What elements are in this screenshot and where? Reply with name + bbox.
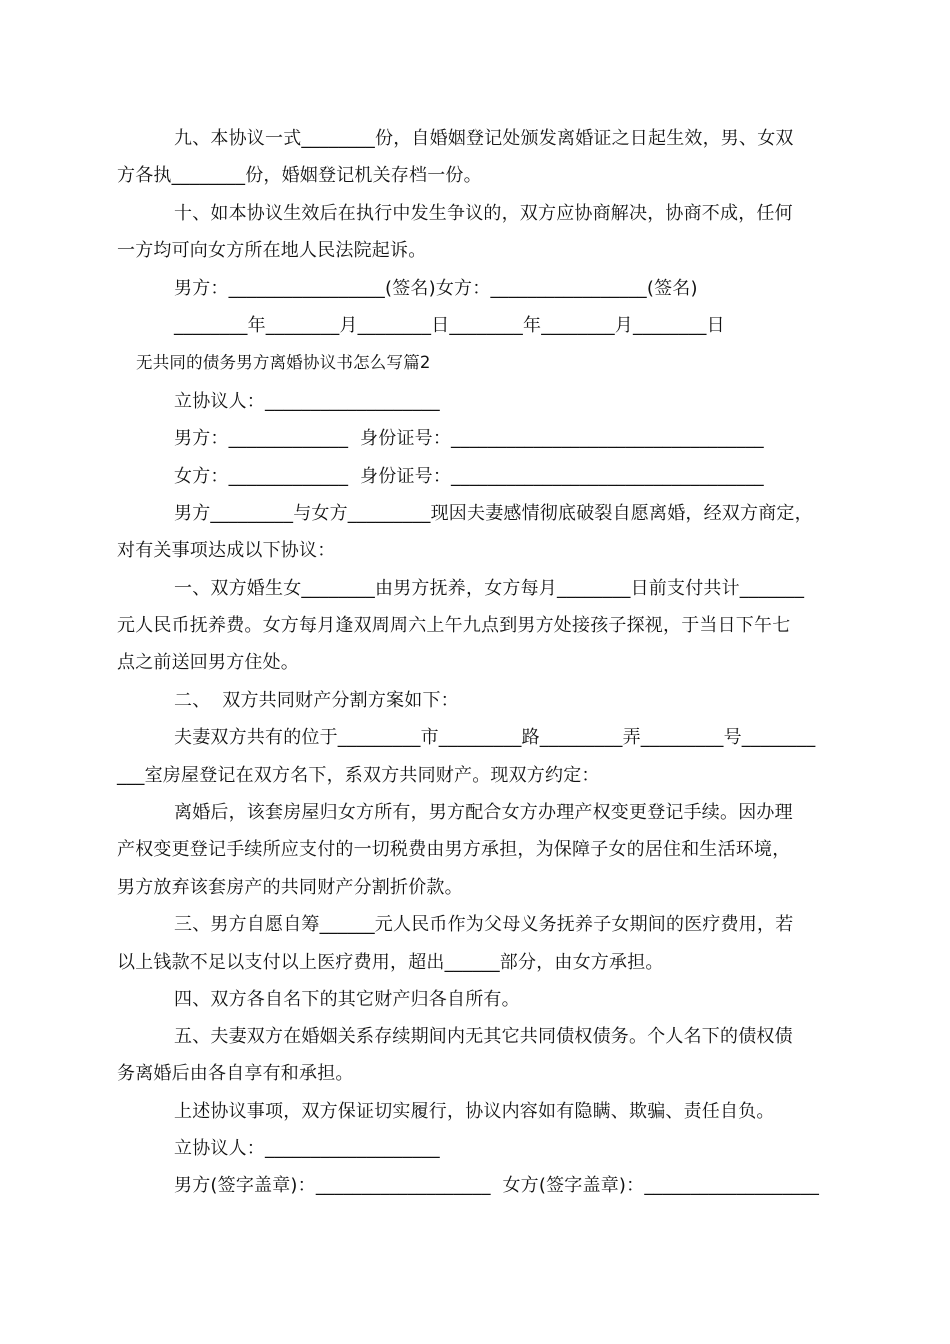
clause-1: 一、双方婚生女________由男方抚养，女方每月________日前支付共计_______: [174, 578, 805, 599]
clause-3-continued: 以上钱款不足以支付以上医疗费用，超出______部分，由女方承担。: [117, 952, 664, 973]
paragraph-clause-10: 十、如本协议生效后在执行中发生争议的，双方应协商解决，协商不成，任何: [174, 203, 793, 224]
preamble-paragraph: 男方_________与女方_________现因夫妻感情彻底破裂自愿离婚，经双方商定，: [174, 503, 813, 524]
section-title: 无共同的债务男方离婚协议书怎么写篇2: [136, 353, 431, 372]
paragraph-clause-10-continued: 一方均可向女方所在地人民法院起诉。: [117, 240, 427, 261]
paragraph-clause-9-continued: 方各执________份，婚姻登记机关存档一份。: [117, 165, 482, 186]
wife-id-line: 女方：_____________ 身份证号：__________________________________: [174, 466, 764, 487]
closing-signature-line: 男方(签字盖章)：___________________ 女方(签字盖章)：___________________: [174, 1175, 820, 1196]
clause-2: 二、 双方共同财产分割方案如下：: [174, 690, 459, 711]
clause-5: 五、夫妻双方在婚姻关系存续期间内无其它共同债权债务。个人名下的债权债: [174, 1026, 793, 1047]
clause-2-agreement: 离婚后，该套房屋归女方所有，男方配合女方办理产权变更登记手续。因办理: [174, 802, 793, 823]
signature-line-names: 男方：_________________(签名)女方：_________________(签名): [174, 278, 698, 299]
clause-4: 四、双方各自名下的其它财产归各自所有。: [174, 989, 520, 1010]
signature-line-dates: ________年________月________日________年________月________日: [174, 315, 725, 336]
husband-id-line: 男方：_____________ 身份证号：__________________________________: [174, 428, 764, 449]
clause-2-property-continued: ___室房屋登记在双方名下，系双方共同财产。现双方约定：: [117, 765, 600, 786]
closing-party-line: 立协议人：___________________: [174, 1138, 440, 1159]
clause-1-end: 点之前送回男方住处。: [117, 652, 299, 673]
clause-2-agreement-end: 男方放弃该套房产的共同财产分割折价款。: [117, 877, 463, 898]
closing-statement: 上述协议事项，双方保证切实履行，协议内容如有隐瞒、欺骗、责任自负。: [174, 1101, 775, 1122]
clause-3: 三、男方自愿自筹______元人民币作为父母义务抚养子女期间的医疗费用，若: [174, 914, 794, 935]
clause-2-agreement-continued: 产权变更登记手续所应支付的一切税费由男方承担，为保障子女的居住和生活环境，: [117, 839, 791, 860]
paragraph-clause-9: 九、本协议一式________份，自婚姻登记处颁发离婚证之日起生效，男、女双: [174, 128, 794, 149]
clause-5-continued: 务离婚后由各自享有和承担。: [117, 1063, 354, 1084]
preamble-paragraph-continued: 对有关事项达成以下协议：: [117, 540, 336, 561]
clause-1-continued: 元人民币抚养费。女方每月逢双周周六上午九点到男方处接孩子探视，于当日下午七: [117, 615, 791, 636]
party-line: 立协议人：___________________: [174, 391, 440, 412]
clause-2-property: 夫妻双方共有的位于_________市_________路_________弄_________号________: [174, 727, 816, 748]
